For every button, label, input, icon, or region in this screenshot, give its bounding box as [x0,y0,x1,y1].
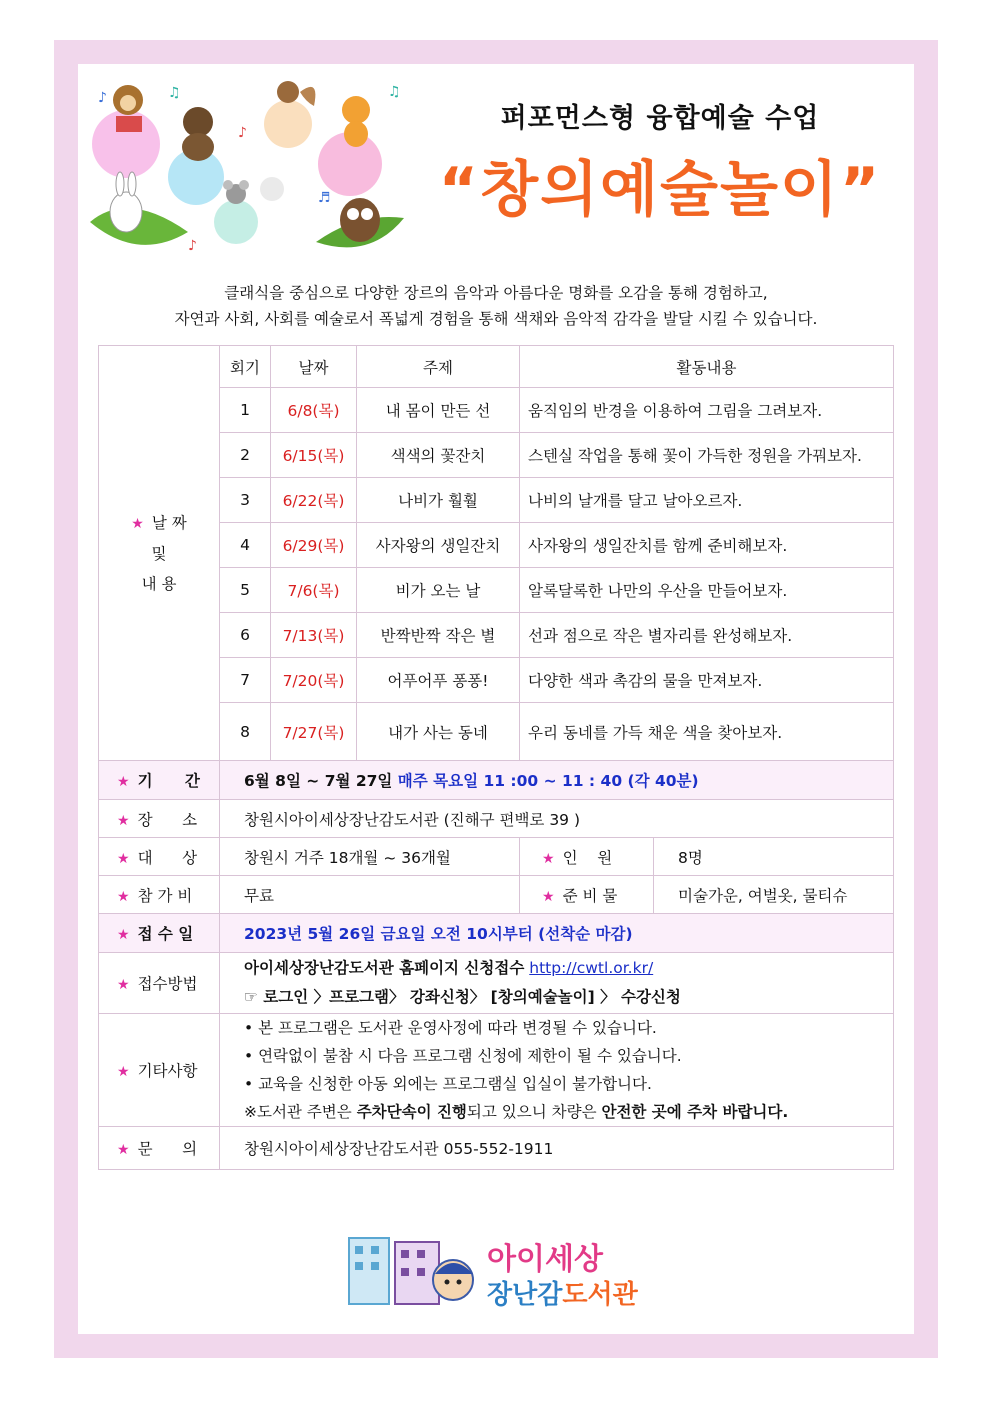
session-number: 4 [220,523,271,568]
star-icon: ★ [131,515,144,532]
period-time: 매주 목요일 11 :00 ~ 11 : 40 (각 40분) [397,772,699,790]
method-label: 접수방법 [137,975,198,993]
session-number: 5 [220,568,271,613]
note-parking [244,1098,885,1126]
session-number: 3 [220,478,271,523]
method-label-cell [99,953,220,1014]
contact-label: 문 의 [137,1140,198,1158]
session-date: 7/6(목) [271,568,357,613]
prep-label: 준 비 물 [562,886,618,905]
session-topic: 사자왕의 생일잔치 [357,523,520,568]
period-label: 기 간 [137,772,200,790]
session-date: 7/13(목) [271,613,357,658]
library-building-icon [345,1230,485,1312]
music-note-icon: ♫ [168,85,181,101]
method-row [99,953,894,1014]
music-note-icon: ♫ [388,84,401,100]
count-value: 8명 [654,838,894,876]
logo-text-2a: 장난감 [487,1280,563,1310]
session-activity: 다양한 색과 촉감의 물을 만져보자. [520,658,894,703]
session-activity: 알록달록한 나만의 우산을 만들어보자. [520,568,894,613]
period-value-cell [220,761,894,800]
program-info-table [98,345,894,1170]
reception-row [99,914,894,953]
note-parking-a: ※도서관 주변은 [244,1103,357,1121]
session-date: 7/27(목) [271,703,357,761]
star-icon: ★ [117,1064,130,1080]
session-number: 7 [220,658,271,703]
fee-row [99,876,894,914]
schedule-header-row [99,346,894,388]
session-number: 1 [220,388,271,433]
reception-label: 접 수 일 [137,925,194,943]
star-icon: ★ [117,774,130,790]
method-line-1: 아이세상장난감도서관 홈페이지 신청접수 [244,959,525,977]
session-date: 6/8(목) [271,388,357,433]
contact-value: 창원시아이세상장난감도서관 055-552-1911 [220,1127,894,1170]
music-note-icon: ♪ [238,125,247,141]
col-header-topic: 주제 [357,346,520,388]
category-label-2: 및 [151,544,167,563]
squirrel-head [277,81,299,103]
place-row [99,800,894,838]
session-date: 6/22(목) [271,478,357,523]
library-logo [345,1230,645,1312]
target-label: 대 상 [137,848,198,867]
rabbit-body [110,192,142,232]
contact-row [99,1127,894,1170]
music-note-icon: ♬ [318,190,331,206]
count-label: 인 원 [562,848,613,867]
session-topic: 어푸어푸 퐁퐁! [357,658,520,703]
fee-label-cell [99,876,220,914]
prep-value: 미술가운, 여벌옷, 물티슈 [654,876,894,914]
music-note-icon: ♪ [188,238,197,254]
session-date: 6/15(목) [271,433,357,478]
star-icon: ★ [117,977,130,993]
place-label-cell [99,800,220,838]
target-row [99,838,894,876]
count-label-cell [520,838,654,876]
target-label-cell [99,838,220,876]
col-header-session: 회기 [220,346,271,388]
star-icon: ★ [117,888,130,905]
reception-value: 2023년 5월 26일 금요일 오전 10시부터 (선착순 마감) [220,914,894,953]
contact-label-cell [99,1127,220,1170]
place-value: 창원시아이세상장난감도서관 (진해구 편백로 39 ) [220,800,894,838]
col-header-activity: 활동내용 [520,346,894,388]
note-parking-b: 주차단속이 진행 [356,1103,467,1121]
homepage-link[interactable]: http://cwtl.or.kr/ [529,959,654,977]
category-label-1: 날 짜 [151,513,187,532]
notes-label-cell [99,1014,220,1127]
note-item: • 연락없이 불참 시 다음 프로그램 신청에 제한이 될 수 있습니다. [244,1047,682,1065]
notes-row [99,1014,894,1127]
bubble-white [260,177,284,201]
intro-text [96,280,896,332]
star-icon: ★ [542,850,555,867]
subtitle: 퍼포먼스형 융합예술 수업 [500,103,820,134]
star-icon: ★ [542,888,555,905]
session-activity: 스텐실 작업을 통해 꽃이 가득한 정원을 가꿔보자. [520,433,894,478]
star-icon: ★ [117,1142,130,1158]
fee-value: 무료 [220,876,520,914]
star-icon: ★ [117,927,130,943]
period-label-cell [99,761,220,800]
bubble-peach [264,100,312,148]
note-item: • 교육을 신청한 아동 외에는 프로그램실 입실이 불가합니다. [244,1075,652,1093]
intro-line-2: 자연과 사회, 사회를 예술로서 폭넓게 경험을 통해 색채와 음악적 감각을 발달 시킬 수 있습니다. [174,310,818,328]
session-topic: 내 몸이 만든 선 [357,388,520,433]
session-number: 8 [220,703,271,761]
reception-label-cell [99,914,220,953]
category-label-3: 내 용 [141,574,177,593]
accordion [116,116,142,132]
note-item: • 본 프로그램은 도서관 운영사정에 따라 변경될 수 있습니다. [244,1019,657,1037]
method-line-2: ☞ 로그인 〉프로그램〉 강좌신청〉 [창의예술놀이] 〉 수강신청 [244,988,681,1006]
col-header-date: 날짜 [271,346,357,388]
bear-head [183,107,213,137]
fox-head [342,96,370,124]
notes-label: 기타사항 [137,1062,198,1080]
session-topic: 색색의 꽃잔치 [357,433,520,478]
session-date: 6/29(목) [271,523,357,568]
session-topic: 비가 오는 날 [357,568,520,613]
session-date: 7/20(목) [271,658,357,703]
notes-value-cell [220,1014,894,1127]
session-activity: 나비의 날개를 달고 날아오르자. [520,478,894,523]
session-activity: 선과 점으로 작은 별자리를 완성해보자. [520,613,894,658]
logo-text-1: 아이세상 [487,1242,603,1277]
session-activity: 움직임의 반경을 이용하여 그림을 그려보자. [520,388,894,433]
page-title: “창의예술놀이” [438,155,882,225]
intro-line-1: 클래식을 중심으로 다양한 장르의 음악과 아름다운 명화를 오감을 통해 경험하고, [224,284,768,302]
animal-music-illustration [88,72,406,260]
music-note-icon: ♪ [98,90,107,106]
session-topic: 내가 사는 동네 [357,703,520,761]
fee-label: 참 가 비 [137,886,193,905]
session-number: 6 [220,613,271,658]
star-icon: ★ [117,812,130,829]
place-label: 장 소 [137,810,198,829]
session-topic: 나비가 훨훨 [357,478,520,523]
method-value-cell [220,953,894,1014]
session-activity: 사자왕의 생일잔치를 함께 준비해보자. [520,523,894,568]
owl-body [340,198,380,242]
note-parking-d: 안전한 곳에 주차 바랍니다. [601,1103,789,1121]
star-icon: ★ [117,850,130,867]
schedule-category-cell [99,346,220,761]
note-parking-c: 되고 있으니 차량은 [466,1103,602,1121]
period-row [99,761,894,800]
bubble-teal [214,200,258,244]
session-activity: 우리 동네를 가득 채운 색을 찾아보자. [520,703,894,761]
target-value: 창원시 거주 18개월 ~ 36개월 [220,838,520,876]
session-number: 2 [220,433,271,478]
session-topic: 반짝반짝 작은 별 [357,613,520,658]
logo-text-2b: 도서관 [562,1280,638,1310]
period-dates: 6월 8일 ~ 7월 27일 [244,772,393,790]
prep-label-cell [520,876,654,914]
